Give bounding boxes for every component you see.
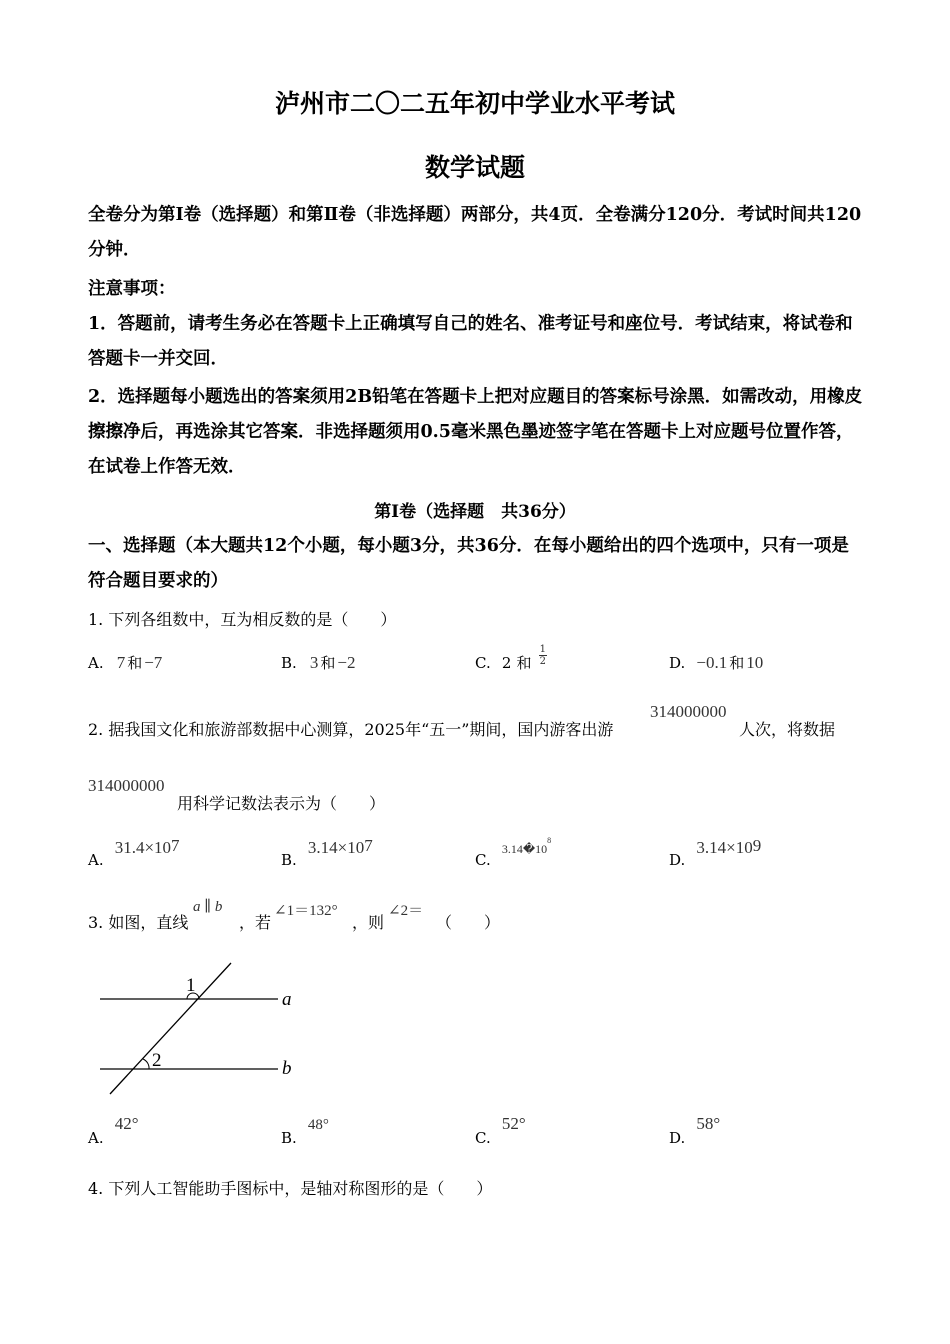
q1a-word: 和	[127, 654, 143, 672]
q2a-exp: 7	[171, 836, 180, 855]
q2-option-b	[281, 836, 373, 869]
fraction-denominator: 2	[539, 655, 546, 667]
q3b-value: 48°	[307, 1117, 329, 1133]
q3d-value: 58°	[696, 1114, 721, 1133]
q1d-math2: 10	[746, 653, 764, 672]
option-label: C.	[475, 851, 491, 869]
q1a-math1: 7	[116, 653, 126, 672]
part-heading: 一、选择题（本大题共12个小题，每小题3分，共36分．在每小题给出的四个选项中，只有一项是符合题目要求的）	[88, 536, 849, 591]
q3-option-d	[669, 1114, 721, 1147]
option-label: C.	[475, 654, 491, 672]
q1c-fraction	[539, 645, 547, 667]
question-3-stem-d: （ ）	[436, 913, 501, 932]
option-label: D.	[669, 654, 686, 672]
question-1-stem: 1. 下列各组数中，互为相反数的是（ ）	[88, 610, 397, 629]
section-heading: 第Ⅰ卷（选择题 共36分）	[374, 502, 576, 522]
q1b-math1: 3	[309, 653, 319, 672]
transversal-line	[110, 963, 231, 1094]
q3-option-c	[475, 1114, 526, 1147]
exam-subtitle: 数学试题	[424, 153, 525, 182]
intro-paragraph: 全卷分为第Ⅰ卷（选择题）和第Ⅱ卷（非选择题）两部分，共4页．全卷满分120分．考试时间共120分钟．	[88, 205, 862, 260]
q2c-exp: 8	[547, 836, 552, 845]
question-2-stem-c: 用科学记数法表示为（ ）	[177, 794, 386, 813]
fraction-numerator: 1	[539, 643, 546, 655]
q2b-base: 3.14×10	[307, 838, 365, 857]
q1c-word: 和	[516, 654, 532, 672]
q3-angle2-math: ∠2＝	[388, 903, 424, 919]
option-label: D.	[669, 1129, 686, 1147]
notice-item-1: 1．答题前，请考生务必在答题卡上正确填写自己的姓名、准考证号和座位号．考试结束，将试卷和答题卡一并交回．	[88, 314, 853, 369]
question-3-stem-c: ，则	[352, 913, 385, 932]
option-label: B.	[281, 851, 297, 869]
q2-number: 314000000	[650, 702, 727, 721]
question-2-stem-b: 人次，将数据	[739, 720, 836, 739]
question-3-stem-b: ，若	[239, 913, 272, 932]
option-label: C.	[475, 1129, 491, 1147]
q2c-base: 3.14�10	[501, 842, 548, 856]
question-2-stem-a: 2. 据我国文化和旅游部数据中心测算，2025年“五一”期间，国内游客出游	[88, 720, 614, 739]
q1c-pre: 2	[501, 654, 512, 672]
q3a-value: 42°	[114, 1114, 139, 1133]
q1a-math2: −7	[144, 653, 163, 672]
q1-option-c	[475, 643, 547, 675]
figure-label-b: b	[282, 1058, 292, 1079]
notice-title: 注意事项：	[88, 279, 176, 299]
option-label: A.	[88, 654, 104, 672]
q2-option-c	[475, 836, 552, 869]
angle-2-arc	[143, 1059, 149, 1069]
q1-option-a	[88, 652, 162, 673]
q2-option-d	[669, 836, 762, 869]
q1b-word: 和	[320, 654, 336, 672]
q2a-base: 31.4×10	[114, 838, 172, 857]
figure-label-1: 1	[186, 975, 196, 996]
q2b-exp: 7	[364, 836, 373, 855]
question-3-stem-a: 3. 如图，直线	[88, 913, 189, 932]
notice-item-2: 2．选择题每小题选出的答案须用2B铅笔在答题卡上把对应题目的答案标号涂黑．如需改动，用橡皮擦擦净后，再选涂其它答案．非选择题须用0.5毫米黑色墨迹签字笔在答题卡上对应题号位置作答，在试卷上作答无效．	[88, 387, 863, 477]
q1b-math2: −2	[337, 653, 356, 672]
q3c-value: 52°	[501, 1114, 526, 1133]
q3-parallel-math: a ∥ b	[193, 899, 223, 915]
question-4-stem: 4. 下列人工智能助手图标中，是轴对称图形的是（ ）	[88, 1179, 493, 1198]
figure-label-a: a	[282, 989, 292, 1010]
q3-angle1-math: ∠1＝132°	[274, 903, 338, 919]
q1d-math1: −0.1	[696, 653, 728, 672]
q2d-exp: 9	[752, 836, 762, 855]
q1d-word: 和	[729, 654, 745, 672]
option-label: B.	[281, 1129, 297, 1147]
option-label: B.	[281, 654, 297, 672]
option-label: D.	[669, 851, 686, 869]
q2-number-repeat: 314000000	[88, 776, 165, 795]
exam-title: 泸州市二〇二五年初中学业水平考试	[274, 89, 675, 118]
option-label: A.	[88, 851, 104, 869]
option-label: A.	[88, 1129, 104, 1147]
q3-option-b	[281, 1114, 329, 1147]
q1-option-d	[669, 652, 763, 673]
parallel-lines-figure	[90, 955, 320, 1100]
figure-label-2: 2	[152, 1050, 162, 1071]
q2d-base: 3.14×10	[696, 838, 753, 857]
q1-option-b	[281, 652, 356, 673]
q2-option-a	[88, 836, 180, 869]
q3-option-a	[88, 1114, 139, 1147]
